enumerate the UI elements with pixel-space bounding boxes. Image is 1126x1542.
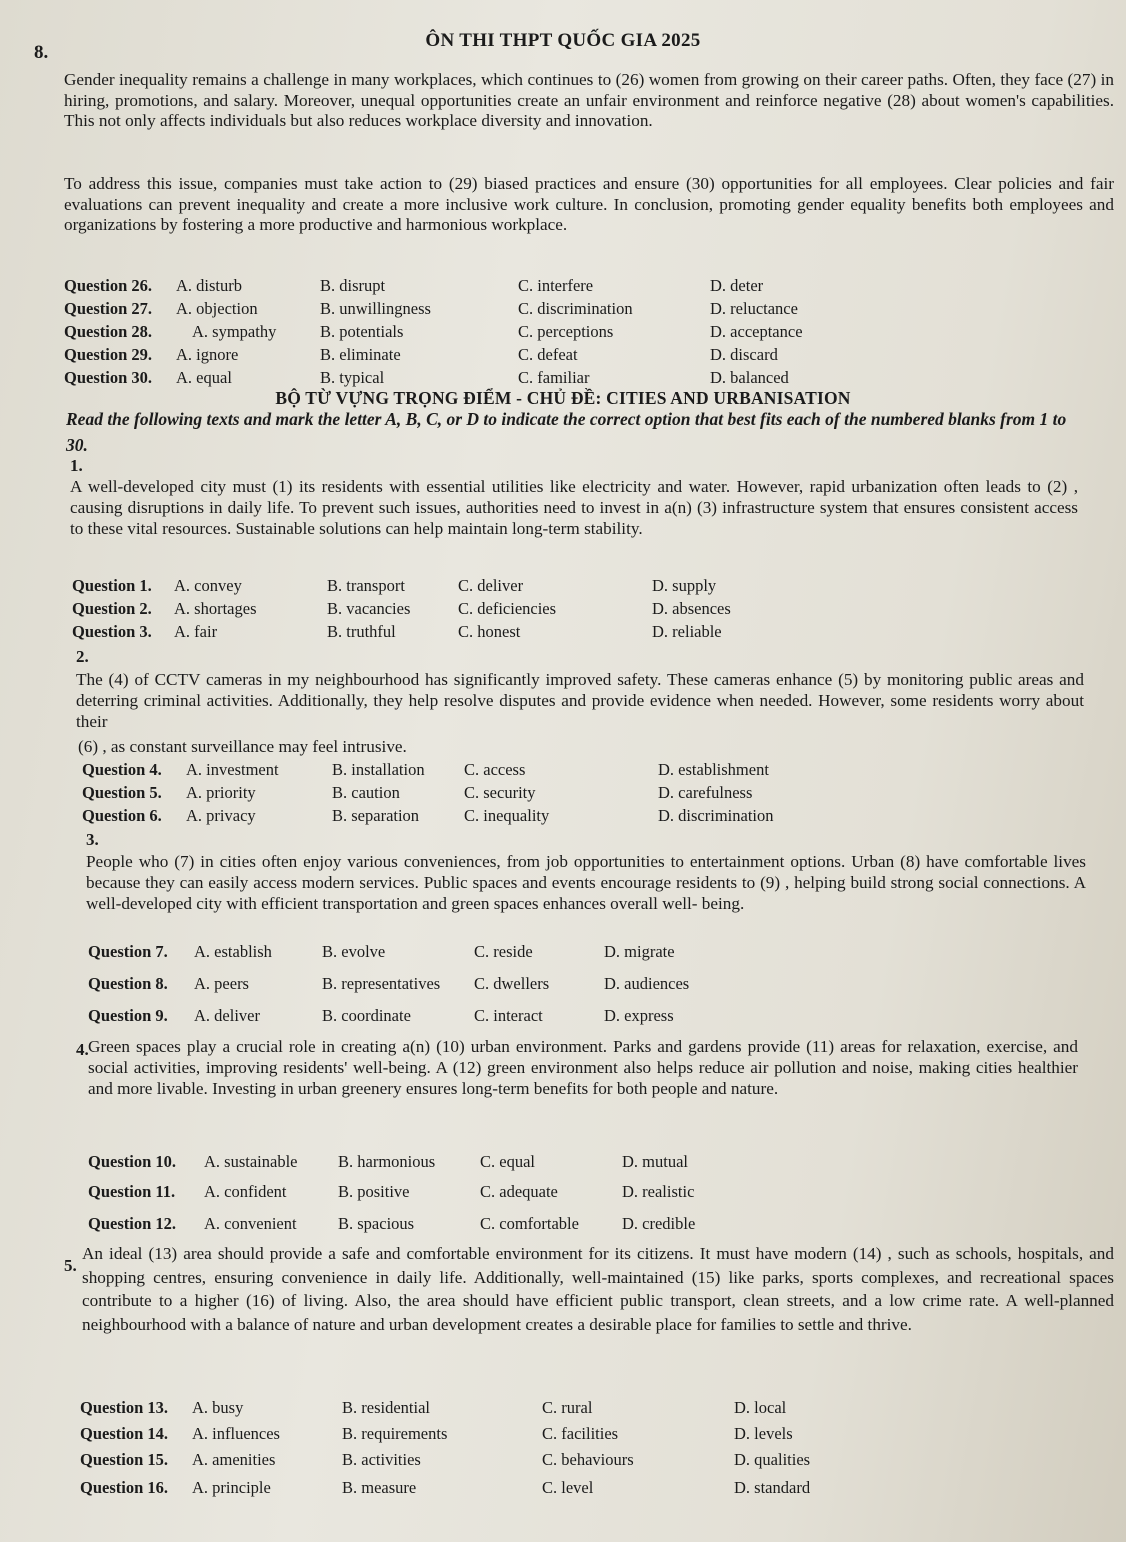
question-row xyxy=(80,1478,1080,1500)
option-d[interactable]: D. reluctance xyxy=(710,299,798,318)
option-c[interactable]: C. familiar xyxy=(518,368,590,387)
option-c[interactable]: C. dwellers xyxy=(474,974,550,993)
option-d[interactable]: D. discard xyxy=(710,345,778,364)
option-c[interactable]: C. perceptions xyxy=(518,322,614,341)
option-c[interactable]: C. interfere xyxy=(518,276,594,295)
option-c[interactable]: C. deficiencies xyxy=(458,599,557,618)
option-b[interactable]: B. typical xyxy=(320,368,385,387)
option-b[interactable]: B. separation xyxy=(332,806,420,825)
option-a[interactable]: A. convey xyxy=(174,576,242,595)
question-label: Question 27. xyxy=(64,299,153,318)
option-a[interactable]: A. sympathy xyxy=(192,322,277,341)
option-d[interactable]: D. supply xyxy=(652,576,717,595)
option-a[interactable]: A. privacy xyxy=(186,806,256,825)
question-row xyxy=(64,368,1064,390)
option-b[interactable]: B. truthful xyxy=(327,622,396,641)
section-title: BỘ TỪ VỰNG TRỌNG ĐIỂM - CHỦ ĐỀ: CITIES AND URBANISATION xyxy=(275,388,851,408)
option-b[interactable]: B. caution xyxy=(332,783,400,802)
question-label: Question 7. xyxy=(88,942,168,961)
option-d[interactable]: D. establishment xyxy=(658,760,769,779)
option-b[interactable]: B. eliminate xyxy=(320,345,401,364)
question-row xyxy=(88,974,1088,996)
option-c[interactable]: C. equal xyxy=(480,1152,535,1171)
instruction: Read the following texts and mark the letter A, B, C, or D to indicate the correct option that best fits each of the numbered blanks from 1 to 30. xyxy=(66,409,1067,455)
option-a[interactable]: A. equal xyxy=(176,368,232,387)
option-d[interactable]: D. reliable xyxy=(652,622,722,641)
question-label: Question 29. xyxy=(64,345,153,364)
option-a[interactable]: A. confident xyxy=(204,1182,287,1201)
question-row xyxy=(88,1152,1088,1174)
question-label: Question 14. xyxy=(80,1424,169,1443)
question-label: Question 15. xyxy=(80,1450,169,1469)
option-a[interactable]: A. ignore xyxy=(176,345,239,364)
option-c[interactable]: C. deliver xyxy=(458,576,524,595)
question-label: Question 28. xyxy=(64,322,153,341)
option-a[interactable]: A. fair xyxy=(174,622,218,641)
option-d[interactable]: D. deter xyxy=(710,276,764,295)
question-row xyxy=(72,622,1072,644)
option-a[interactable]: A. disturb xyxy=(176,276,242,295)
passage-2-text: The (4) of CCTV cameras in my neighbourhood has significantly improved safety. These cameras enhance (5) by monitoring public areas and deterring criminal activities. Additionally, they help resolve disputes and provide evidence when needed. However, some residents worry about their xyxy=(76,670,1084,731)
option-a[interactable]: A. deliver xyxy=(194,1006,260,1025)
question-label: Question 9. xyxy=(88,1006,168,1025)
passage-2-number: 2. xyxy=(76,647,89,666)
question-row xyxy=(80,1450,1080,1472)
question-label: Question 16. xyxy=(80,1478,169,1497)
option-c[interactable]: C. adequate xyxy=(480,1182,558,1201)
option-b[interactable]: B. vacancies xyxy=(327,599,411,618)
option-c[interactable]: C. discrimination xyxy=(518,299,633,318)
question-label: Question 6. xyxy=(82,806,162,825)
option-d[interactable]: D. acceptance xyxy=(710,322,803,341)
question-row xyxy=(72,576,1072,598)
option-b[interactable]: B. activities xyxy=(342,1450,421,1469)
section-8-paragraph-2: To address this issue, companies must take action to (29) biased practices and ensure (30) opportunities for all employees. Clear policies and fair evaluations can prevent inequality and create a more inclusive work culture. In conclusion, promoting gender equality benefits both employees and organizations by fostering a more productive and harmonious workplace. xyxy=(64,174,1114,234)
option-c[interactable]: C. rural xyxy=(542,1398,593,1417)
option-a[interactable]: A. convenient xyxy=(204,1214,297,1233)
question-row xyxy=(64,345,1064,367)
option-d[interactable]: D. realistic xyxy=(622,1182,695,1201)
option-c[interactable]: C. level xyxy=(542,1478,594,1497)
option-b[interactable]: B. measure xyxy=(342,1478,417,1497)
option-a[interactable]: A. sustainable xyxy=(204,1152,298,1171)
passage-3-number: 3. xyxy=(86,830,99,849)
question-label: Question 5. xyxy=(82,783,162,802)
option-b[interactable]: B. transport xyxy=(327,576,405,595)
question-label: Question 3. xyxy=(72,622,152,641)
question-row xyxy=(72,599,1072,621)
option-d[interactable]: D. credible xyxy=(622,1214,696,1233)
question-row xyxy=(88,942,1088,964)
question-row xyxy=(82,783,1082,805)
option-c[interactable]: C. reside xyxy=(474,942,533,961)
passage-5-number: 5. xyxy=(64,1256,77,1275)
option-b[interactable]: B. representatives xyxy=(322,974,441,993)
question-row xyxy=(80,1398,1080,1420)
question-label: Question 4. xyxy=(82,760,162,779)
option-c[interactable]: C. inequality xyxy=(464,806,550,825)
option-b[interactable]: B. residential xyxy=(342,1398,430,1417)
option-c[interactable]: C. defeat xyxy=(518,345,578,364)
option-a[interactable]: A. influences xyxy=(192,1424,280,1443)
passage-4-text: Green spaces play a crucial role in creating a(n) (10) urban environment. Parks and gardens provide (11) areas for relaxation, exercise, and social activities, improving residents' well-being. A (12) green environment also helps reduce air pollution and noise, making cities healthier and more livable. Investing in urban greenery ensures long-term benefits for both people and nature. xyxy=(88,1037,1078,1098)
option-d[interactable]: D. mutual xyxy=(622,1152,688,1171)
question-label: Question 8. xyxy=(88,974,168,993)
question-row xyxy=(64,276,1064,298)
passage-3-text: People who (7) in cities often enjoy various conveniences, from job opportunities to entertainment options. Urban (8) have comfortable lives because they can easily access modern services. Public spaces and events encourage residents to (9) , helping build strong social connections. A well-developed city with efficient transportation and green spaces enhances overall well- being. xyxy=(86,852,1086,913)
question-label: Question 30. xyxy=(64,368,153,387)
option-b[interactable]: B. evolve xyxy=(322,942,386,961)
option-a[interactable]: A. amenities xyxy=(192,1450,276,1469)
question-row xyxy=(64,322,1064,344)
option-a[interactable]: A. investment xyxy=(186,760,279,779)
option-b[interactable]: B. requirements xyxy=(342,1424,448,1443)
question-label: Question 11. xyxy=(88,1182,176,1201)
section-8-paragraph-1: Gender inequality remains a challenge in many workplaces, which continues to (26) women from growing on their career paths. Often, they face (27) in hiring, promotions, and salary. Moreover, unequal opportunities create an unfair environment and reinforce negative (28) about women's capabilities. This not only affects individuals but also reduces workplace diversity and innovation. xyxy=(64,70,1114,130)
option-a[interactable]: A. peers xyxy=(194,974,249,993)
question-row xyxy=(82,806,1082,828)
option-c[interactable]: C. security xyxy=(464,783,536,802)
question-label: Question 2. xyxy=(72,599,152,618)
option-c[interactable]: C. honest xyxy=(458,622,521,641)
passage-1-number: 1. xyxy=(70,456,83,475)
option-d[interactable]: D. absences xyxy=(652,599,731,618)
option-a[interactable]: A. busy xyxy=(192,1398,244,1417)
option-d[interactable]: D. migrate xyxy=(604,942,675,961)
passage-4-number: 4. xyxy=(76,1040,89,1059)
question-label: Question 26. xyxy=(64,276,153,295)
option-a[interactable]: A. establish xyxy=(194,942,272,961)
option-c[interactable]: C. behaviours xyxy=(542,1450,634,1469)
option-b[interactable]: B. installation xyxy=(332,760,425,779)
passage-2-text-end: (6) , as constant surveillance may feel intrusive. xyxy=(78,737,407,756)
option-b[interactable]: B. potentials xyxy=(320,322,404,341)
passage-5-text: An ideal (13) area should provide a safe and comfortable environment for its citizens. It must have modern (14) , such as schools, hospitals, and shopping centres, ensuring convenience in daily life. Additionally, well-maintained (15) like parks, sports complexes, and recreational spaces contribute to a higher (16) of living. Also, the area should have efficient public transport, clean streets, and a low crime rate. A well-planned neighbourhood with a balance of nature and urban development creates a desirable place for families to settle and thrive. xyxy=(82,1244,1114,1334)
question-label: Question 1. xyxy=(72,576,152,595)
option-d[interactable]: D. balanced xyxy=(710,368,789,387)
question-label: Question 12. xyxy=(88,1214,177,1233)
option-c[interactable]: C. facilities xyxy=(542,1424,619,1443)
question-row xyxy=(82,760,1082,782)
question-label: Question 10. xyxy=(88,1152,177,1171)
option-b[interactable]: B. unwillingness xyxy=(320,299,431,318)
section-8-number: 8. xyxy=(34,42,49,63)
option-d[interactable]: D. audiences xyxy=(604,974,690,993)
option-c[interactable]: C. access xyxy=(464,760,526,779)
question-row xyxy=(64,299,1064,321)
option-c[interactable]: C. interact xyxy=(474,1006,543,1025)
option-d[interactable]: D. discrimination xyxy=(658,806,774,825)
option-a[interactable]: A. shortages xyxy=(174,599,257,618)
option-d[interactable]: D. local xyxy=(734,1398,787,1417)
question-row xyxy=(88,1182,1088,1204)
option-a[interactable]: A. priority xyxy=(186,783,256,802)
option-d[interactable]: D. levels xyxy=(734,1424,793,1443)
option-b[interactable]: B. harmonious xyxy=(338,1152,436,1171)
question-row xyxy=(80,1424,1080,1446)
page-header: ÔN THI THPT QUỐC GIA 2025 xyxy=(425,30,701,51)
option-a[interactable]: A. objection xyxy=(176,299,258,318)
option-d[interactable]: D. standard xyxy=(734,1478,811,1497)
option-c[interactable]: C. comfortable xyxy=(480,1214,579,1233)
question-row xyxy=(88,1006,1088,1028)
option-d[interactable]: D. qualities xyxy=(734,1450,811,1469)
option-b[interactable]: B. coordinate xyxy=(322,1006,411,1025)
option-d[interactable]: D. express xyxy=(604,1006,674,1025)
option-b[interactable]: B. spacious xyxy=(338,1214,415,1233)
option-b[interactable]: B. positive xyxy=(338,1182,410,1201)
option-a[interactable]: A. principle xyxy=(192,1478,271,1497)
question-label: Question 13. xyxy=(80,1398,169,1417)
option-d[interactable]: D. carefulness xyxy=(658,783,753,802)
option-b[interactable]: B. disrupt xyxy=(320,276,386,295)
passage-1-text: A well-developed city must (1) its residents with essential utilities like electricity and water. However, rapid urbanization often leads to (2) , causing disruptions in daily life. To prevent such issues, authorities need to invest in a(n) (3) infrastructure system that ensures consistent access to these vital resources. Sustainable solutions can help maintain long-term stability. xyxy=(70,477,1078,538)
question-row xyxy=(88,1214,1088,1236)
